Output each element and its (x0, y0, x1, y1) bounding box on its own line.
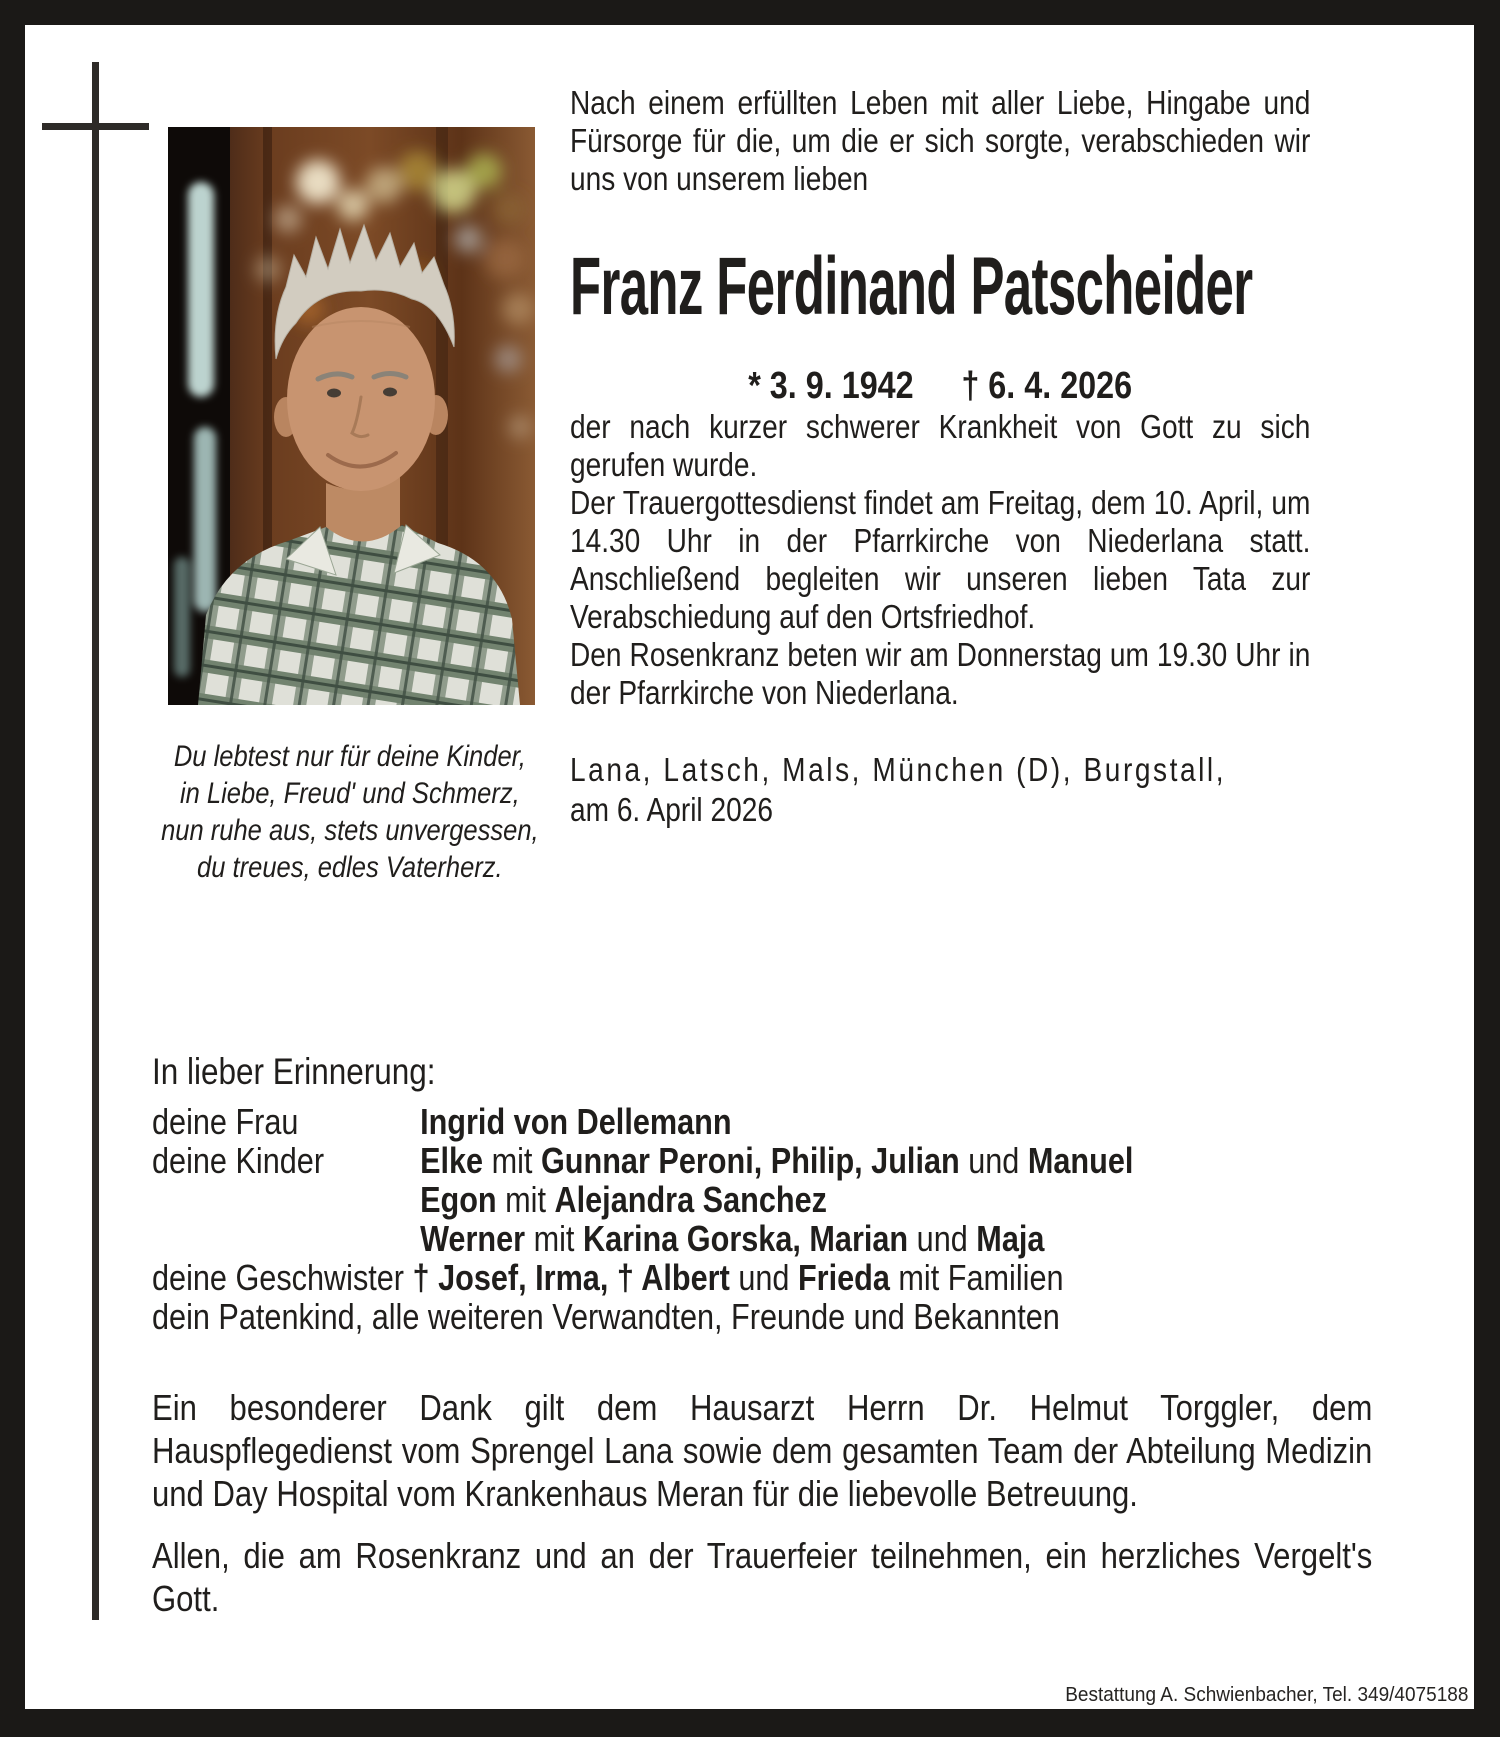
family-row-names: Ingrid von Dellemann (420, 1101, 732, 1142)
family-row-label: deine Frau (152, 1101, 299, 1142)
date-line: am 6. April 2026 (570, 791, 773, 828)
cross-icon (92, 62, 99, 1620)
family-row-wife (152, 1102, 1372, 1141)
death-circumstance-text: der nach kurzer schwerer Krankheit von Gott zu sich gerufen wurde. (570, 408, 1311, 483)
family-line-siblings: deine Geschwister † Josef, Irma, † Albert und Frieda mit Familien (152, 1257, 1064, 1298)
poem-line: nun ruhe aus, stets unvergessen, (161, 814, 539, 847)
thanks-text: Ein besonderer Dank gilt dem Hausarzt Herrn Dr. Helmut Torggler, dem Hauspflegedienst vom Sprengel Lana sowie dem gesamten Team der Abteilung Medizin und Day Hospital vom Krankenhaus Meran für die liebevolle Betreuung. (152, 1387, 1373, 1514)
family-row-children (152, 1219, 1372, 1258)
family-row-names: Egon mit Alejandra Sanchez (420, 1179, 827, 1220)
closing-text: Allen, die am Rosenkranz und an der Trauerfeier teilnehmen, ein herzliches Vergelt's Gott. (152, 1535, 1373, 1619)
memorial-poem (132, 738, 568, 886)
rosary-text: Den Rosenkranz beten wir am Donnerstag um 19.30 Uhr in der Pfarrkirche von Niederlana. (570, 636, 1311, 711)
family-row-names: Elke mit Gunnar Peroni, Philip, Julian und Manuel (420, 1140, 1134, 1181)
funeral-home-info: Bestattung A. Schwienbacher, Tel. 349/4075188 (1064, 1684, 1468, 1706)
deceased-name-text: Franz Ferdinand Patscheider (570, 241, 1253, 332)
birth-date: * 3. 9. 1942 (748, 364, 914, 407)
portrait-photo (168, 127, 535, 705)
places-and-date (570, 750, 1310, 830)
remembrance-section (152, 1050, 1372, 1620)
family-row-label: deine Kinder (152, 1140, 325, 1181)
family-row-label (152, 1180, 420, 1219)
death-date: † 6. 4. 2026 (961, 364, 1133, 407)
funeral-service-text: Der Trauergottesdienst findet am Freitag, dem 10. April, um 14.30 Uhr in der Pfarrkirche von Niederlana statt. Anschließend begleiten wir unseren lieben Tata zur Verabschiedung auf den Ortsfriedhof. (570, 484, 1311, 635)
deceased-name (570, 242, 1310, 332)
family-row-label (152, 1219, 420, 1258)
remembrance-heading: In lieber Erinnerung: (152, 1051, 436, 1092)
poem-line: Du lebtest nur für deine Kinder, (173, 740, 526, 773)
places-line: Lana, Latsch, Mals, München (D), Burgstall, (570, 751, 1227, 788)
cross-icon-bar (42, 123, 149, 130)
family-row-children (152, 1141, 1372, 1180)
poem-line: in Liebe, Freud' und Schmerz, (179, 777, 520, 810)
announcement-column (570, 84, 1310, 830)
family-line-godchild: dein Patenkind, alle weiteren Verwandten, Freunde und Bekannten (152, 1296, 1060, 1337)
family-row-children (152, 1180, 1372, 1219)
family-row-names: Werner mit Karina Gorska, Marian und Maja (420, 1218, 1045, 1259)
intro-text: Nach einem erfüllten Leben mit aller Liebe, Hingabe und Fürsorge für die, um die er sich sorgte, verabschieden wir uns von unserem lieben (570, 84, 1311, 197)
portrait-illustration (168, 127, 535, 705)
poem-line: du treues, edles Vaterherz. (197, 851, 503, 884)
life-dates (570, 364, 1310, 408)
